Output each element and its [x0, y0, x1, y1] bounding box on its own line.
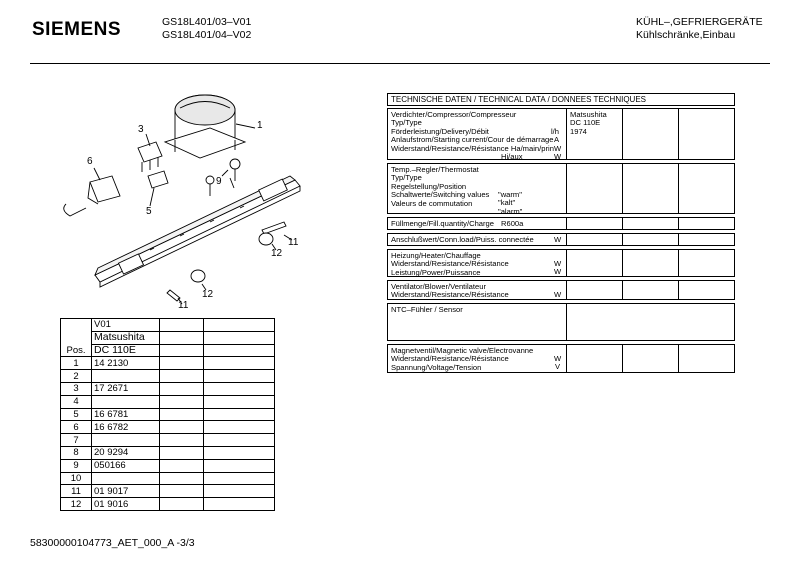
valve-box: Magnetventil/Magnetic valve/Electrovanne Widerstand/Resistance/Résistance Spannung/Voltage/Tension W V	[387, 344, 735, 373]
table-header-row	[61, 319, 275, 332]
model-line-1: GS18L401/03–V01	[162, 16, 252, 28]
thermostat-labels: Temp.–Regler/Thermostat Typ/Type Regelstellung/Position Schaltwerte/Switching values Valeurs de commutation	[391, 165, 490, 208]
callout-12-right: 12	[271, 248, 283, 259]
ntc-box: NTC–Fühler / Sensor	[387, 303, 735, 341]
callout-5: 5	[146, 206, 152, 217]
document-id: 58300000104773_AET_000_A -3/3	[30, 537, 195, 549]
table-row: 11 01 9017	[61, 485, 275, 498]
tech-title: TECHNISCHE DATEN / TECHNICAL DATA / DONNEES TECHNIQUES	[391, 95, 646, 104]
table-row: 4	[61, 395, 275, 408]
table-row: 6 16 6782	[61, 421, 275, 434]
table-row: 7	[61, 434, 275, 447]
compressor-box: Verdichter/Compressor/Compresseur Typ/Type Förderleistung/Delivery/Débit Anlaufstrom/Starting current/Cour de démarrage Widerstand/Resistance/Résistance Ha/main/prin Hi/aux l/h A W W Matsushita DC 110E 1974	[387, 108, 735, 160]
table-row: 2	[61, 370, 275, 383]
table-row: 8 20 9294	[61, 446, 275, 459]
compressor-type-header: DC 110E	[92, 344, 160, 357]
table-row: 5 16 6781	[61, 408, 275, 421]
table-row: 10	[61, 472, 275, 485]
conn-load-box: Anschlußwert/Conn.load/Puiss. connectée W	[387, 233, 735, 246]
callout-9: 9	[216, 176, 222, 187]
heater-box: Heizung/Heater/Chauffage Widerstand/Resistance/Résistance Leistung/Power/Puissance W W	[387, 249, 735, 277]
parts-table	[60, 318, 275, 511]
callout-11-right: 11	[288, 237, 299, 248]
product-category	[636, 16, 763, 42]
variant-header: V01	[92, 319, 160, 332]
thermostat-box	[387, 163, 735, 214]
manufacturer-header: Matsushita	[92, 331, 160, 344]
model-numbers	[162, 16, 251, 42]
brand-logo: SIEMENS	[32, 19, 122, 40]
table-header-row	[61, 344, 275, 357]
category-line-1: KÜHL–,GEFRIERGERÄTE	[636, 16, 763, 28]
compressor-drawing	[165, 95, 245, 158]
header-rule	[30, 63, 770, 64]
pos-header: Pos.	[61, 319, 92, 357]
fan-box: Ventilator/Blower/Ventilateur Widerstand/Resistance/Résistance W	[387, 280, 735, 300]
callout-3: 3	[138, 124, 144, 135]
callout-1: 1	[257, 120, 263, 131]
category-line-2: Kühlschränke,Einbau	[636, 29, 736, 41]
table-row: 9 050166	[61, 459, 275, 472]
table-row: 1 14 2130	[61, 357, 275, 370]
charge-box: Füllmenge/Fill.quantity/Charge R600a	[387, 217, 735, 230]
exploded-parts-diagram	[50, 80, 320, 320]
table-row: 12 01 9016	[61, 498, 275, 511]
callout-11-lower: 11	[178, 300, 189, 311]
compressor-labels: Verdichter/Compressor/Compresseur Typ/Type Förderleistung/Delivery/Débit Anlaufstrom/Starting current/Cour de démarrage Widerstand/Resistance/Résistance Ha/main/prin Hi/aux	[391, 110, 554, 162]
model-line-2: GS18L401/04–V02	[162, 29, 252, 41]
callout-12-lower: 12	[202, 289, 214, 300]
compressor-values: Matsushita DC 110E 1974	[570, 110, 607, 136]
table-header-row	[61, 331, 275, 344]
tech-title-box	[387, 93, 735, 106]
thermostat-settings: "warm" "kalt" "alarm"	[498, 190, 523, 216]
callout-6: 6	[87, 156, 93, 167]
table-row: 3 17 2671	[61, 382, 275, 395]
